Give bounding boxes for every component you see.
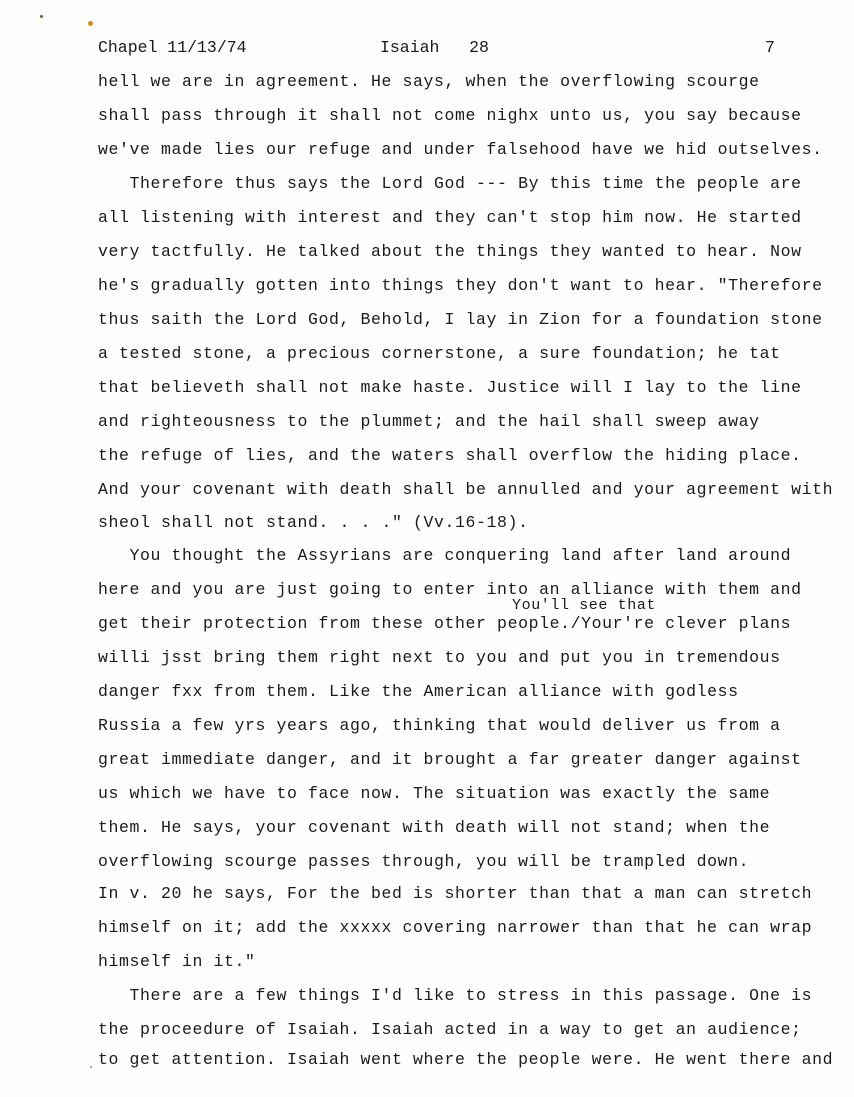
- text-line: he's gradually gotten into things they don't want to hear. "Therefore: [98, 276, 823, 295]
- text-line: himself on it; add the xxxxx covering narrower than that he can wrap: [98, 918, 813, 937]
- text-line: And your covenant with death shall be annulled and your agreement with: [98, 480, 834, 499]
- text-line: here and you are just going to enter into an alliance with them and: [98, 580, 802, 599]
- text-line: sheol shall not stand. . . ." (Vv.16-18).: [98, 513, 529, 532]
- text-line: and righteousness to the plummet; and the hail shall sweep away: [98, 412, 760, 431]
- ink-speck: [90, 1066, 92, 1068]
- page-number: 7: [765, 38, 775, 57]
- ink-speck: [88, 21, 93, 26]
- text-line: Russia a few yrs years ago, thinking that would deliver us from a: [98, 716, 781, 735]
- text-line: himself in it.": [98, 952, 256, 971]
- text-line: very tactfully. He talked about the things they wanted to hear. Now: [98, 242, 802, 261]
- text-line: them. He says, your covenant with death will not stand; when the: [98, 818, 771, 837]
- text-line: danger fxx from them. Like the American alliance with godless: [98, 682, 739, 701]
- text-line: There are a few things I'd like to stress in this passage. One is: [98, 986, 813, 1005]
- handwritten-insertion: You'll see that: [512, 597, 657, 614]
- text-line: overflowing scourge passes through, you will be trampled down.: [98, 852, 750, 871]
- text-line: we've made lies our refuge and under falsehood have we hid outselves.: [98, 140, 823, 159]
- text-line: great immediate danger, and it brought a far greater danger against: [98, 750, 802, 769]
- ink-speck: [40, 15, 43, 18]
- text-line: In v. 20 he says, For the bed is shorter than that a man can stretch: [98, 884, 813, 903]
- text-line: shall pass through it shall not come nighx unto us, you say because: [98, 106, 802, 125]
- text-line: the refuge of lies, and the waters shall overflow the hiding place.: [98, 446, 802, 465]
- text-line: the proceedure of Isaiah. Isaiah acted in a way to get an audience;: [98, 1020, 802, 1039]
- text-line: that believeth shall not make haste. Justice will I lay to the line: [98, 378, 802, 397]
- header-date: Chapel 11/13/74: [98, 38, 247, 57]
- text-line: thus saith the Lord God, Behold, I lay in Zion for a foundation stone: [98, 310, 823, 329]
- text-line: You thought the Assyrians are conquering land after land around: [98, 546, 792, 565]
- text-line: willi jsst bring them right next to you and put you in tremendous: [98, 648, 781, 667]
- text-line: a tested stone, a precious cornerstone, a sure foundation; he tat: [98, 344, 781, 363]
- text-line: Therefore thus says the Lord God --- By this time the people are: [98, 174, 802, 193]
- header-passage: Isaiah 28: [380, 38, 489, 57]
- text-line: all listening with interest and they can't stop him now. He started: [98, 208, 802, 227]
- text-line: get their protection from these other people./Your're clever plans: [98, 614, 792, 633]
- page-header: [98, 38, 788, 60]
- text-line: us which we have to face now. The situation was exactly the same: [98, 784, 771, 803]
- text-line: to get attention. Isaiah went where the people were. He went there and: [98, 1050, 834, 1069]
- text-line: hell we are in agreement. He says, when the overflowing scourge: [98, 72, 760, 91]
